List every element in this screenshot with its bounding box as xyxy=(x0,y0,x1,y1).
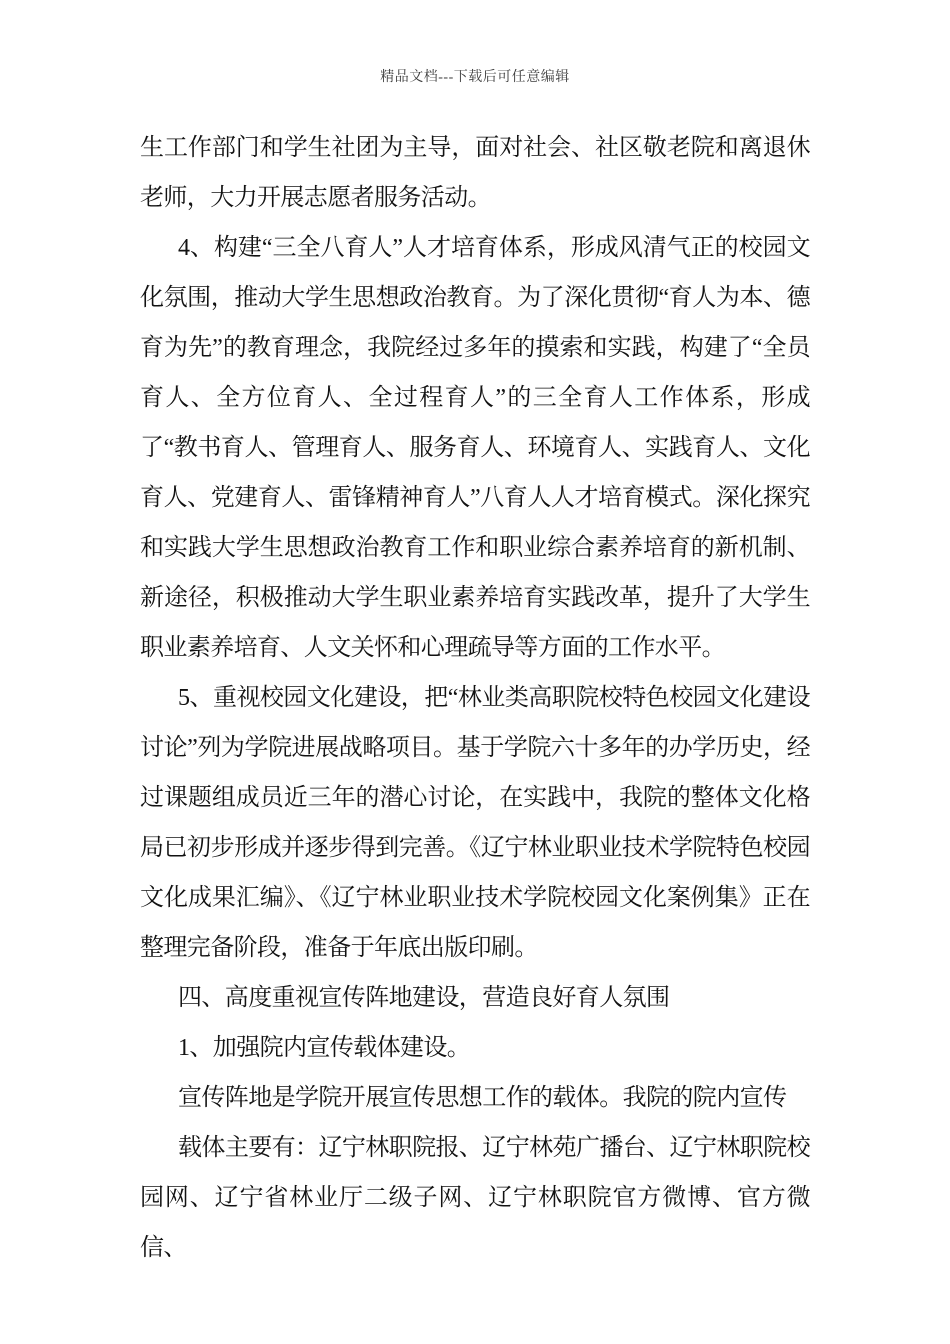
watermark-header: 精品文档---下载后可任意编辑 xyxy=(380,70,570,85)
paragraph: 5、重视校园文化建设，把“林业类高职院校特色校园文化建设讨论”列为学院进展战略项目。基于学院六十多年的办学历史，经过课题组成员近三年的潜心讨论，在实践中，我院的整体文化格局已初步形成并逐步得到完善。《辽宁林业职业技术学院特色校园文化成果汇编》、《辽宁林业职业技术学院校园文化案例集》正在整理完备阶段，准备于年底出版印刷。 xyxy=(140,685,810,961)
paragraph: 生工作部门和学生社团为主导，面对社会、社区敬老院和离退休老师，大力开展志愿者服务活动。 xyxy=(140,135,810,211)
paragraph: 四、高度重视宣传阵地建设，营造良好育人氛围 xyxy=(178,985,670,1011)
paragraph: 宣传阵地是学院开展宣传思想工作的载体。我院的院内宣传 xyxy=(178,1085,787,1111)
document-body xyxy=(140,123,810,1273)
paragraph: 4、构建“三全八育人”人才培育体系，形成风清气正的校园文化氛围，推动大学生思想政治教育。为了深化贯彻“育人为本、德育为先”的教育理念，我院经过多年的摸索和实践，构建了“全员育人、全方位育人、全过程育人”的三全育人工作体系，形成了“教书育人、管理育人、服务育人、环境育人、实践育人、文化育人、党建育人、雷锋精神育人”八育人人才培育模式。深化探究和实践大学生思想政治教育工作和职业综合素养培育的新机制、新途径，积极推动大学生职业素养培育实践改革，提升了大学生职业素养培育、人文关怀和心理疏导等方面的工作水平。 xyxy=(140,235,810,661)
paragraph: 载体主要有：辽宁林职院报、辽宁林苑广播台、辽宁林职院校园网、辽宁省林业厅二级子网、辽宁林职院官方微博、官方微信、 xyxy=(140,1135,810,1261)
paragraph: 1、加强院内宣传载体建设。 xyxy=(178,1035,471,1061)
